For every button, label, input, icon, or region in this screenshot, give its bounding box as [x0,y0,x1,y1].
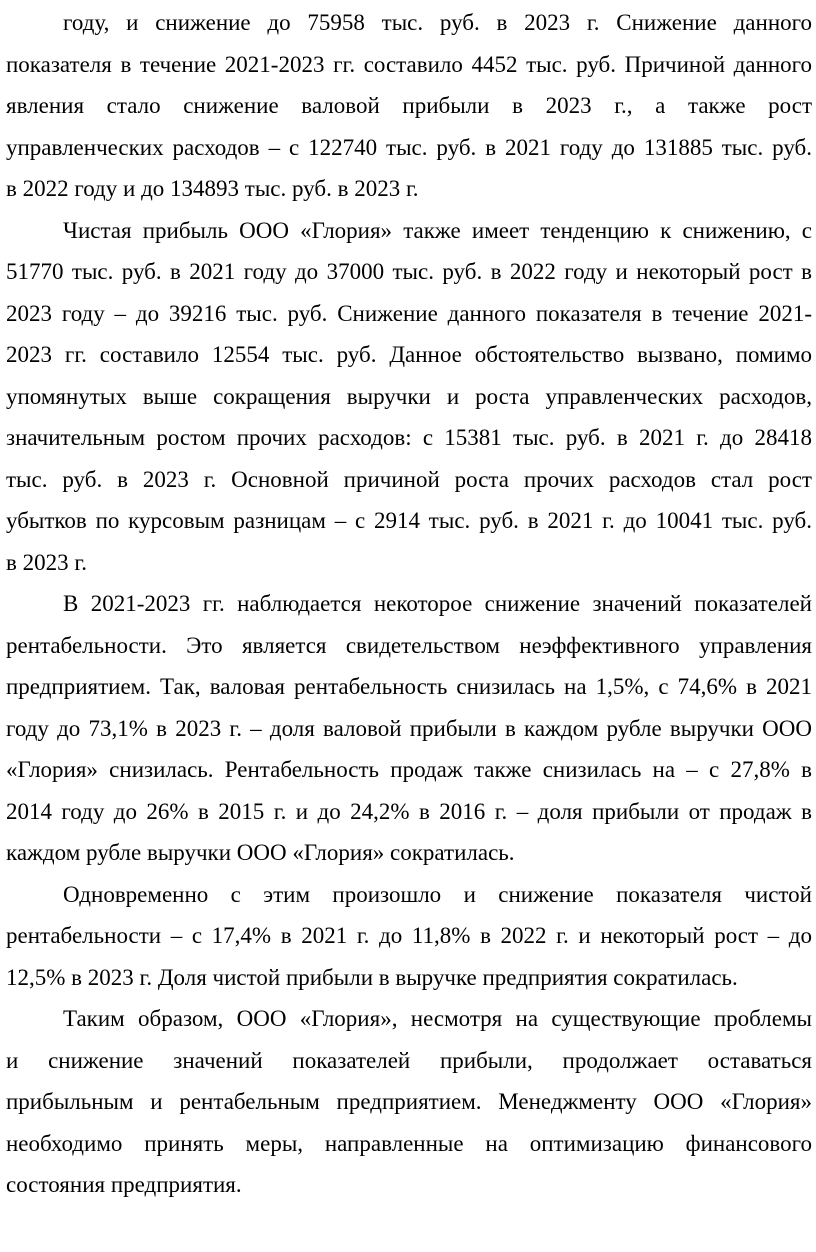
paragraph-line: прибыльным и рентабельным предприятием. Менеджменту ООО «Глория» [6,1089,812,1114]
paragraph-line: каждом рубле выручки ООО «Глория» сократилась. [6,840,515,865]
paragraph-line: 2014 году до 26% в 2015 г. и до 24,2% в 2016 г. – доля прибыли от продаж в [6,798,812,824]
paragraph-line: предприятием. Так, валовая рентабельность снизилась на 1,5%, с 74,6% в 2021 [6,674,812,699]
paragraph-1 [6,2,812,210]
paragraph-line: рентабельности. Это является свидетельством неэффективного управления [6,632,812,658]
paragraph-line: году до 73,1% в 2023 г. – доля валовой прибыли в каждом рубле выручки ООО [6,715,812,741]
paragraph-line: в 2022 году и до 134893 тыс. руб. в 2023 г. [6,176,419,201]
paragraph-line: состояния предприятия. [6,1172,242,1197]
paragraph-line: и снижение значений показателей прибыли, продолжает оставаться [6,1047,812,1073]
paragraph-line: показателя в течение 2021-2023 гг. составило 4452 тыс. руб. Причиной данного [6,51,812,77]
paragraph-line: Чистая прибыль ООО «Глория» также имеет тенденцию к снижению, с [63,217,812,243]
paragraph-line: 2023 гг. составило 12554 тыс. руб. Данное обстоятельство вызвано, помимо [6,342,812,367]
paragraph-line: в 2023 г. [6,549,87,575]
paragraph-line: 51770 тыс. руб. в 2021 году до 37000 тыс. руб. в 2022 году и некоторый рост в [6,259,812,284]
paragraph-line: значительным ростом прочих расходов: с 15381 тыс. руб. в 2021 г. до 28418 [6,425,812,450]
paragraph-line: В 2021-2023 гг. наблюдается некоторое снижение значений показателей [63,591,812,616]
paragraph-4 [6,874,812,999]
paragraph-2 [6,210,812,584]
paragraph-line: 2023 году – до 39216 тыс. руб. Снижение данного показателя в течение 2021- [6,300,812,326]
paragraph-line: Таким образом, ООО «Глория», несмотря на существующие проблемы [63,1006,812,1031]
paragraph-line: рентабельности – с 17,4% в 2021 г. до 11,8% в 2022 г. и некоторый рост – до [6,923,812,948]
paragraph-5 [6,998,812,1206]
paragraph-3 [6,583,812,874]
paragraph-line: управленческих расходов – с 122740 тыс. руб. в 2021 году до 131885 тыс. руб. [6,134,812,160]
document-page [0,2,816,1252]
paragraph-line: «Глория» снизилась. Рентабельность продаж также снизилась на – с 27,8% в [6,757,812,782]
paragraph-line: убытков по курсовым разницам – с 2914 тыс. руб. в 2021 г. до 10041 тыс. руб. [6,508,812,533]
paragraph-line: 12,5% в 2023 г. Доля чистой прибыли в выручке предприятия сократилась. [6,964,738,990]
paragraph-line: Одновременно с этим произошло и снижение показателя чистой [63,881,812,907]
paragraph-line: упомянутых выше сокращения выручки и роста управленческих расходов, [6,383,812,409]
paragraph-line: году, и снижение до 75958 тыс. руб. в 2023 г. Снижение данного [63,10,812,35]
paragraph-line: тыс. руб. в 2023 г. Основной причиной роста прочих расходов стал рост [6,466,812,492]
paragraph-line: необходимо принять меры, направленные на оптимизацию финансового [6,1130,812,1156]
paragraph-line: явления стало снижение валовой прибыли в 2023 г., а также рост [6,93,812,118]
